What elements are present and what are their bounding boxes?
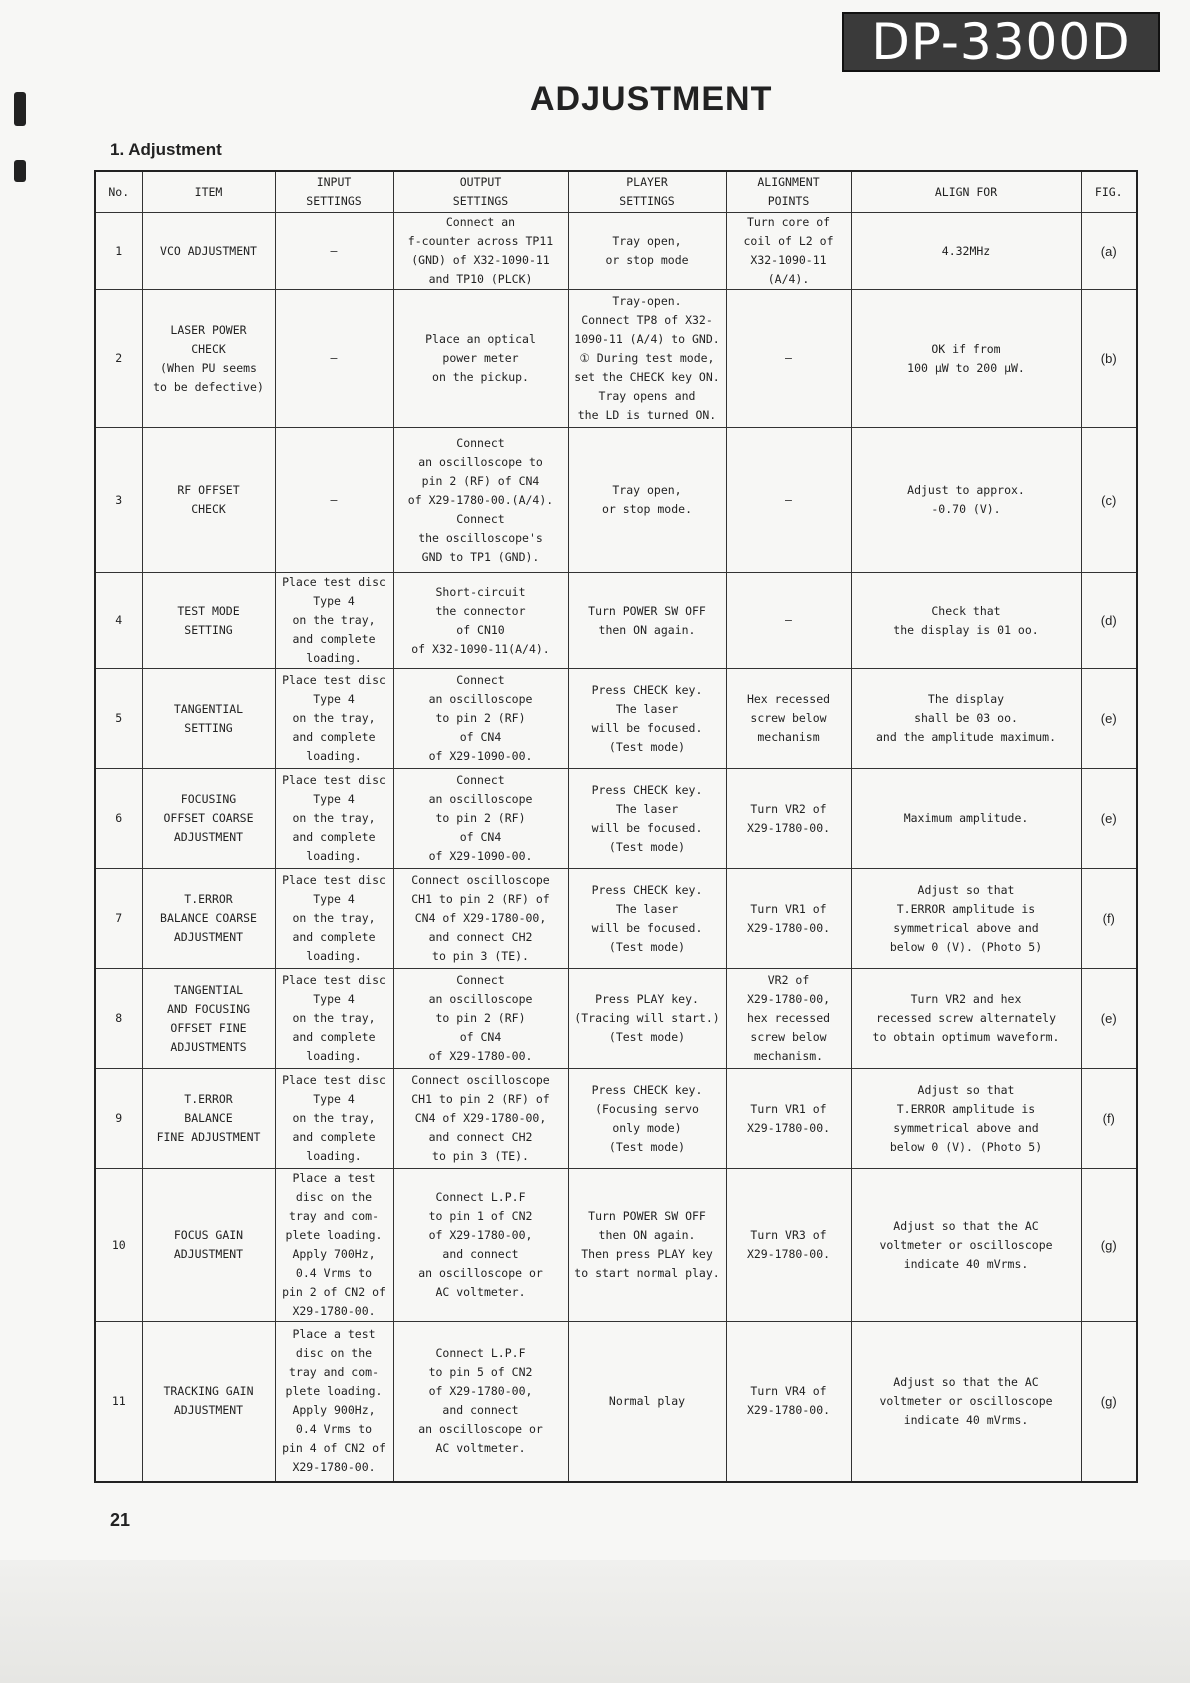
cell-output: Short-circuit the connector of CN10 of X32-1090-11(A/4). xyxy=(393,573,568,669)
cell-player: Press CHECK key. The laser will be focused. (Test mode) xyxy=(568,769,726,869)
cell-input: – xyxy=(275,290,393,428)
cell-align: Turn VR1 of X29-1780-00. xyxy=(726,1069,851,1169)
cell-align: Turn VR3 of X29-1780-00. xyxy=(726,1169,851,1322)
cell-fig: (a) xyxy=(1081,213,1137,290)
cell-no: 3 xyxy=(95,428,142,573)
cell-align: Turn VR4 of X29-1780-00. xyxy=(726,1322,851,1482)
cell-input: Place test disc Type 4 on the tray, and complete loading. xyxy=(275,1069,393,1169)
section-title: 1. Adjustment xyxy=(110,140,222,159)
cell-for: Turn VR2 and hex recessed screw alternately to obtain optimum waveform. xyxy=(851,969,1081,1069)
cell-player: Press CHECK key. The laser will be focused. (Test mode) xyxy=(568,869,726,969)
cell-input: Place a test disc on the tray and com- plete loading. Apply 900Hz, 0.4 Vrms to pin 4 of CN2 of X29-1780-00. xyxy=(275,1322,393,1482)
cell-player: Tray open, or stop mode xyxy=(568,213,726,290)
adjustment-table xyxy=(94,170,1138,1483)
cell-align: Turn VR1 of X29-1780-00. xyxy=(726,869,851,969)
cell-player: Press PLAY key. (Tracing will start.) (Test mode) xyxy=(568,969,726,1069)
cell-player: Tray open, or stop mode. xyxy=(568,428,726,573)
cell-output: Connect L.P.F to pin 1 of CN2 of X29-1780-00, and connect an oscilloscope or AC voltmeter. xyxy=(393,1169,568,1322)
cell-fig: (d) xyxy=(1081,573,1137,669)
cell-output: Connect oscilloscope CH1 to pin 2 (RF) of CN4 of X29-1780-00, and connect CH2 to pin 3 (TE). xyxy=(393,1069,568,1169)
cell-input: – xyxy=(275,213,393,290)
cell-align: Turn core of coil of L2 of X32-1090-11 (A/4). xyxy=(726,213,851,290)
cell-align: – xyxy=(726,290,851,428)
cell-for: 4.32MHz xyxy=(851,213,1081,290)
table-row xyxy=(95,1169,1137,1322)
cell-for: Adjust so that T.ERROR amplitude is symmetrical above and below 0 (V). (Photo 5) xyxy=(851,1069,1081,1169)
model-badge: DP-3300D xyxy=(842,12,1160,72)
cell-player: Turn POWER SW OFF then ON again. Then press PLAY key to start normal play. xyxy=(568,1169,726,1322)
cell-align: Hex recessed screw below mechanism xyxy=(726,669,851,769)
cell-fig: (c) xyxy=(1081,428,1137,573)
cell-align: – xyxy=(726,573,851,669)
cell-player: Press CHECK key. The laser will be focused. (Test mode) xyxy=(568,669,726,769)
page-bottom-shading xyxy=(0,1560,1190,1683)
table-row xyxy=(95,769,1137,869)
cell-output: Place an optical power meter on the pickup. xyxy=(393,290,568,428)
cell-no: 6 xyxy=(95,769,142,869)
cell-fig: (b) xyxy=(1081,290,1137,428)
cell-output: Connect L.P.F to pin 5 of CN2 of X29-1780-00, and connect an oscilloscope or AC voltmeter. xyxy=(393,1322,568,1482)
cell-item: TEST MODE SETTING xyxy=(142,573,275,669)
cell-item: FOCUSING OFFSET COARSE ADJUSTMENT xyxy=(142,769,275,869)
column-header: PLAYER SETTINGS xyxy=(568,171,726,213)
cell-no: 1 xyxy=(95,213,142,290)
table-row xyxy=(95,428,1137,573)
cell-no: 4 xyxy=(95,573,142,669)
cell-player: Tray-open. Connect TP8 of X32- 1090-11 (A/4) to GND. ① During test mode, set the CHECK key ON. Tray opens and the LD is turned ON. xyxy=(568,290,726,428)
cell-no: 11 xyxy=(95,1322,142,1482)
cell-item: T.ERROR BALANCE COARSE ADJUSTMENT xyxy=(142,869,275,969)
cell-item: T.ERROR BALANCE FINE ADJUSTMENT xyxy=(142,1069,275,1169)
cell-for: The display shall be 03 oo. and the amplitude maximum. xyxy=(851,669,1081,769)
cell-input: Place test disc Type 4 on the tray, and complete loading. xyxy=(275,769,393,869)
cell-no: 9 xyxy=(95,1069,142,1169)
cell-align: – xyxy=(726,428,851,573)
column-header: ALIGN FOR xyxy=(851,171,1081,213)
table-row xyxy=(95,1322,1137,1482)
cell-fig: (e) xyxy=(1081,669,1137,769)
cell-item: LASER POWER CHECK (When PU seems to be defective) xyxy=(142,290,275,428)
column-header: ITEM xyxy=(142,171,275,213)
column-header: ALIGNMENT POINTS xyxy=(726,171,851,213)
cell-for: Adjust so that T.ERROR amplitude is symmetrical above and below 0 (V). (Photo 5) xyxy=(851,869,1081,969)
cell-no: 7 xyxy=(95,869,142,969)
cell-item: FOCUS GAIN ADJUSTMENT xyxy=(142,1169,275,1322)
cell-input: Place test disc Type 4 on the tray, and complete loading. xyxy=(275,869,393,969)
cell-for: Adjust so that the AC voltmeter or oscilloscope indicate 40 mVrms. xyxy=(851,1322,1081,1482)
cell-input: Place test disc Type 4 on the tray, and complete loading. xyxy=(275,573,393,669)
cell-for: Check that the display is 01 oo. xyxy=(851,573,1081,669)
table-row xyxy=(95,969,1137,1069)
cell-fig: (f) xyxy=(1081,869,1137,969)
cell-no: 10 xyxy=(95,1169,142,1322)
binding-mark xyxy=(14,160,26,182)
table-row xyxy=(95,573,1137,669)
cell-output: Connect an oscilloscope to pin 2 (RF) of CN4 of X29-1090-00. xyxy=(393,669,568,769)
cell-input: – xyxy=(275,428,393,573)
binding-mark xyxy=(14,92,26,126)
table-row xyxy=(95,669,1137,769)
cell-no: 8 xyxy=(95,969,142,1069)
cell-output: Connect an oscilloscope to pin 2 (RF) of CN4 of X29-1780-00.(A/4). Connect the oscilloscope's GND to TP1 (GND). xyxy=(393,428,568,573)
cell-player: Press CHECK key. (Focusing servo only mode) (Test mode) xyxy=(568,1069,726,1169)
cell-align: VR2 of X29-1780-00, hex recessed screw below mechanism. xyxy=(726,969,851,1069)
column-header: No. xyxy=(95,171,142,213)
cell-fig: (f) xyxy=(1081,1069,1137,1169)
cell-for: Adjust to approx. -0.70 (V). xyxy=(851,428,1081,573)
table-row xyxy=(95,1069,1137,1169)
table-row xyxy=(95,213,1137,290)
cell-output: Connect an oscilloscope to pin 2 (RF) of CN4 of X29-1780-00. xyxy=(393,969,568,1069)
cell-output: Connect oscilloscope CH1 to pin 2 (RF) of CN4 of X29-1780-00, and connect CH2 to pin 3 (TE). xyxy=(393,869,568,969)
cell-align: Turn VR2 of X29-1780-00. xyxy=(726,769,851,869)
cell-fig: (g) xyxy=(1081,1322,1137,1482)
cell-player: Normal play xyxy=(568,1322,726,1482)
cell-for: Maximum amplitude. xyxy=(851,769,1081,869)
cell-for: OK if from 100 μW to 200 μW. xyxy=(851,290,1081,428)
column-header: FIG. xyxy=(1081,171,1137,213)
cell-item: TRACKING GAIN ADJUSTMENT xyxy=(142,1322,275,1482)
page-title: ADJUSTMENT xyxy=(530,80,773,118)
cell-player: Turn POWER SW OFF then ON again. xyxy=(568,573,726,669)
cell-item: TANGENTIAL AND FOCUSING OFFSET FINE ADJUSTMENTS xyxy=(142,969,275,1069)
cell-item: TANGENTIAL SETTING xyxy=(142,669,275,769)
table-row xyxy=(95,290,1137,428)
cell-item: VCO ADJUSTMENT xyxy=(142,213,275,290)
cell-input: Place test disc Type 4 on the tray, and complete loading. xyxy=(275,969,393,1069)
cell-input: Place test disc Type 4 on the tray, and complete loading. xyxy=(275,669,393,769)
cell-no: 2 xyxy=(95,290,142,428)
column-header: INPUT SETTINGS xyxy=(275,171,393,213)
cell-input: Place a test disc on the tray and com- plete loading. Apply 700Hz, 0.4 Vrms to pin 2 of CN2 of X29-1780-00. xyxy=(275,1169,393,1322)
cell-output: Connect an f-counter across TP11 (GND) of X32-1090-11 and TP10 (PLCK) xyxy=(393,213,568,290)
cell-item: RF OFFSET CHECK xyxy=(142,428,275,573)
cell-for: Adjust so that the AC voltmeter or oscilloscope indicate 40 mVrms. xyxy=(851,1169,1081,1322)
cell-no: 5 xyxy=(95,669,142,769)
cell-fig: (g) xyxy=(1081,1169,1137,1322)
page-number: 21 xyxy=(110,1510,131,1530)
table-row xyxy=(95,869,1137,969)
cell-output: Connect an oscilloscope to pin 2 (RF) of CN4 of X29-1090-00. xyxy=(393,769,568,869)
cell-fig: (e) xyxy=(1081,969,1137,1069)
table-header-row xyxy=(95,171,1137,213)
cell-fig: (e) xyxy=(1081,769,1137,869)
column-header: OUTPUT SETTINGS xyxy=(393,171,568,213)
